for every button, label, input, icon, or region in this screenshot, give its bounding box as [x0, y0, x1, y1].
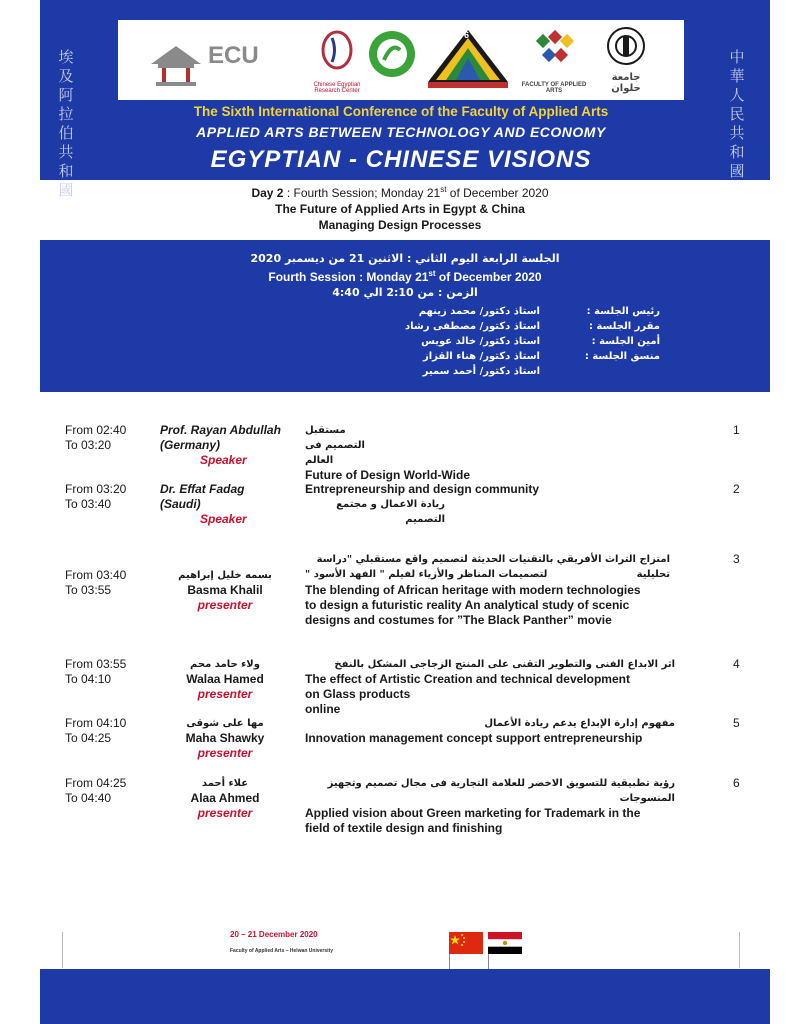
day-topic-1: The Future of Applied Arts in Egypt & China	[275, 202, 525, 216]
helwan-logo	[596, 24, 656, 96]
time-from: From 04:10	[65, 716, 127, 730]
time-from: From 04:25	[65, 776, 127, 790]
speaker-role: presenter	[197, 746, 253, 760]
speaker-role: Speaker	[200, 512, 247, 526]
item-number-2: 2	[733, 482, 740, 496]
role-name-rapporteur: استاذ دكتور/ مصطفى رشاد	[405, 321, 540, 332]
day-rest: : Fourth Session; Monday 21	[283, 186, 441, 200]
time-slot-6	[65, 776, 126, 806]
speaker-role: presenter	[197, 598, 253, 612]
research-center-logo	[302, 24, 372, 96]
time-from: From 03:55	[65, 657, 127, 671]
speaker-name-ar: ولاء حامد محم	[190, 659, 260, 670]
speaker-country: (Saudi)	[160, 497, 201, 511]
talk-title-3	[305, 583, 675, 628]
footer-faculty: Faculty of Applied Arts – Helwan University	[230, 948, 333, 954]
item-number-1: 1	[733, 423, 740, 437]
time-to: To 03:20	[65, 438, 112, 452]
time-slot-4	[65, 657, 126, 687]
speaker-name: Prof. Rayan Abdullah	[160, 423, 281, 437]
talk-title-en: Entrepreneurship and design community	[305, 482, 540, 496]
logo-strip	[118, 20, 684, 100]
item-number-4: 4	[733, 657, 740, 671]
talk-title-6	[305, 776, 675, 836]
speaker-name-ar: بسمه خليل إبراهيم	[178, 570, 272, 581]
egypt-flag	[488, 932, 522, 954]
talk-title-en-3: designs and costumes for ”The Black Panther” movie	[305, 613, 612, 627]
role-label-rapporteur: مقرر الجلسة :	[588, 321, 660, 332]
footer-dates: 20 – 21 December 2020	[230, 930, 318, 939]
talk-title-en: Future of Design World-Wide	[305, 468, 470, 482]
ecu-logo-text: ECU	[208, 42, 259, 69]
role-label-secretary: أمين الجلسة :	[591, 336, 660, 347]
session-en-post: of December 2020	[435, 270, 542, 284]
flag-pole-right	[488, 954, 489, 970]
speaker-name-ar: علاء أحمد	[201, 778, 249, 789]
conference-number: 6	[464, 30, 470, 40]
talk-title-en-3: online	[305, 702, 341, 716]
ecu-logo	[146, 24, 276, 96]
china-vertical-text: 中華人民共和國	[729, 48, 745, 180]
talk-title-en-1: The effect of Artistic Creation and technical development	[305, 672, 630, 686]
speaker-1	[160, 423, 300, 468]
speaker-name: Maha Shawky	[185, 731, 265, 745]
session-arabic-title: الجلسة الرابعة اليوم الثاني : الاثنين 21 من ديسمبر 2020	[250, 252, 560, 265]
item-number-3: 3	[733, 552, 740, 566]
item-number-6: 6	[733, 776, 740, 790]
talk-title-1	[305, 423, 675, 483]
talk-title-en-2: on Glass products	[305, 687, 411, 701]
speaker-name: Alaa Ahmed	[190, 791, 260, 805]
role-name-coordinator: استاذ دكتور/ هناء القزاز	[422, 351, 540, 362]
speaker-country: (Germany)	[160, 438, 221, 452]
conference-theme: APPLIED ARTS BETWEEN TECHNOLOGY AND ECONOMY	[196, 124, 606, 140]
talk-title-4	[305, 657, 675, 717]
footer-frame	[62, 932, 740, 968]
role-name-coordinator-2: استاذ دكتور/ أحمد سمير	[422, 366, 540, 377]
talk-title-ar: رؤية تطبيقية للتسويق الاخضر للعلامة التجارية فى مجال تصميم وتجهيز المنسوجات	[327, 778, 675, 804]
session-arabic-time: الزمن : من 2:10 الي 4:40	[332, 286, 478, 299]
speaker-role: Speaker	[200, 453, 247, 467]
talk-title-ar: اثر الابداع الفنى والتطوير التقنى على المنتج الزجاجى المشكل بالنفخ	[334, 659, 675, 670]
day-topic-2: Managing Design Processes	[318, 218, 482, 232]
time-slot-1	[65, 423, 126, 453]
role-name-chair: استاذ دكتور/ محمد زينهم	[418, 306, 540, 317]
session-english-title	[40, 269, 770, 284]
session-en-pre: Fourth Session : Monday 21	[268, 270, 429, 284]
speaker-name: Basma Khalil	[187, 583, 263, 597]
day-line	[150, 185, 650, 200]
time-slot-3	[65, 568, 126, 598]
speaker-name: Dr. Effat Fadag	[160, 482, 245, 496]
speaker-name: Walaa Hamed	[186, 672, 264, 686]
day-topic	[150, 201, 650, 233]
speaker-name-ar: مها على شوقى	[186, 718, 264, 729]
item-number-5: 5	[733, 716, 740, 730]
session-box	[40, 240, 770, 392]
time-slot-5	[65, 716, 126, 746]
sixth-conference-logo	[424, 24, 512, 96]
flag-pole-left	[449, 954, 450, 970]
conference-title: The Sixth International Conference of the Faculty of Applied Arts	[193, 104, 609, 119]
time-to: To 04:40	[65, 791, 112, 805]
speaker-role: presenter	[197, 687, 253, 701]
speaker-5	[140, 716, 310, 761]
time-to: To 04:10	[65, 672, 112, 686]
egypt-vertical-text: 埃及阿拉伯共和國	[58, 48, 74, 199]
time-from: From 03:40	[65, 568, 127, 582]
talk-title-ar: مستقبل التصميم فى العالم	[305, 425, 365, 466]
day-sup: st	[440, 185, 447, 194]
talk-title-3-ar-2: لتصميمات المناظر والأزياء لفيلم " الفهد الأسود "	[305, 569, 548, 580]
speaker-6	[140, 776, 310, 821]
role-label-coordinator: منسق الجلسة :	[584, 351, 660, 362]
time-to: To 03:40	[65, 497, 112, 511]
faculty-caption: FACULTY OF APPLIED ARTS	[521, 82, 587, 94]
speaker-2	[160, 482, 300, 527]
talk-title-en-1: The blending of African heritage with modern technologies	[305, 583, 641, 597]
speaker-4	[140, 657, 310, 702]
speaker-role: presenter	[197, 806, 253, 820]
talk-title-3-ar-1: امتزاج التراث الأفريقي بالتقنيات الحديثة لتصميم واقع مستقبلي "دراسة تحليلية	[316, 554, 670, 580]
day-tail: of December 2020	[446, 186, 549, 200]
role-name-secretary: استاذ دكتور/ خالد عويس	[421, 336, 540, 347]
footer-band	[40, 969, 770, 1024]
china-flag	[449, 932, 483, 954]
talk-title-en: Innovation management concept support entrepreneurship	[305, 731, 643, 745]
helwan-caption: جامعة حلوان	[611, 72, 641, 94]
conference-visions: EGYPTIAN - CHINESE VISIONS	[210, 146, 592, 173]
talk-title-en-1: Applied vision about Green marketing for Trademark in the	[305, 806, 641, 820]
talk-title-en-2: field of textile design and finishing	[305, 821, 503, 835]
day-label: Day 2	[251, 186, 284, 200]
talk-title-5	[305, 716, 675, 746]
time-to: To 04:25	[65, 731, 112, 745]
talk-title-ar: مفهوم إدارة الإبداع يدعم ريادة الأعمال	[484, 718, 675, 729]
time-from: From 03:20	[65, 482, 127, 496]
talk-title-en-2: to design a futuristic reality An analytical study of scenic	[305, 598, 630, 612]
faculty-logo	[518, 24, 590, 96]
talk-title-2	[305, 482, 675, 527]
time-to: To 03:55	[65, 583, 112, 597]
research-center-caption: Chinese Egyptian Research Center	[313, 82, 361, 94]
role-label-chair: رئيس الجلسة :	[586, 306, 660, 317]
time-from: From 02:40	[65, 423, 127, 437]
green-circle-logo	[364, 24, 420, 96]
session-en-sup: st	[428, 269, 436, 278]
speaker-3	[140, 568, 310, 613]
talk-title-ar: ريادة الاعمال و مجتمع التصميم	[336, 499, 445, 525]
time-slot-2	[65, 482, 126, 512]
